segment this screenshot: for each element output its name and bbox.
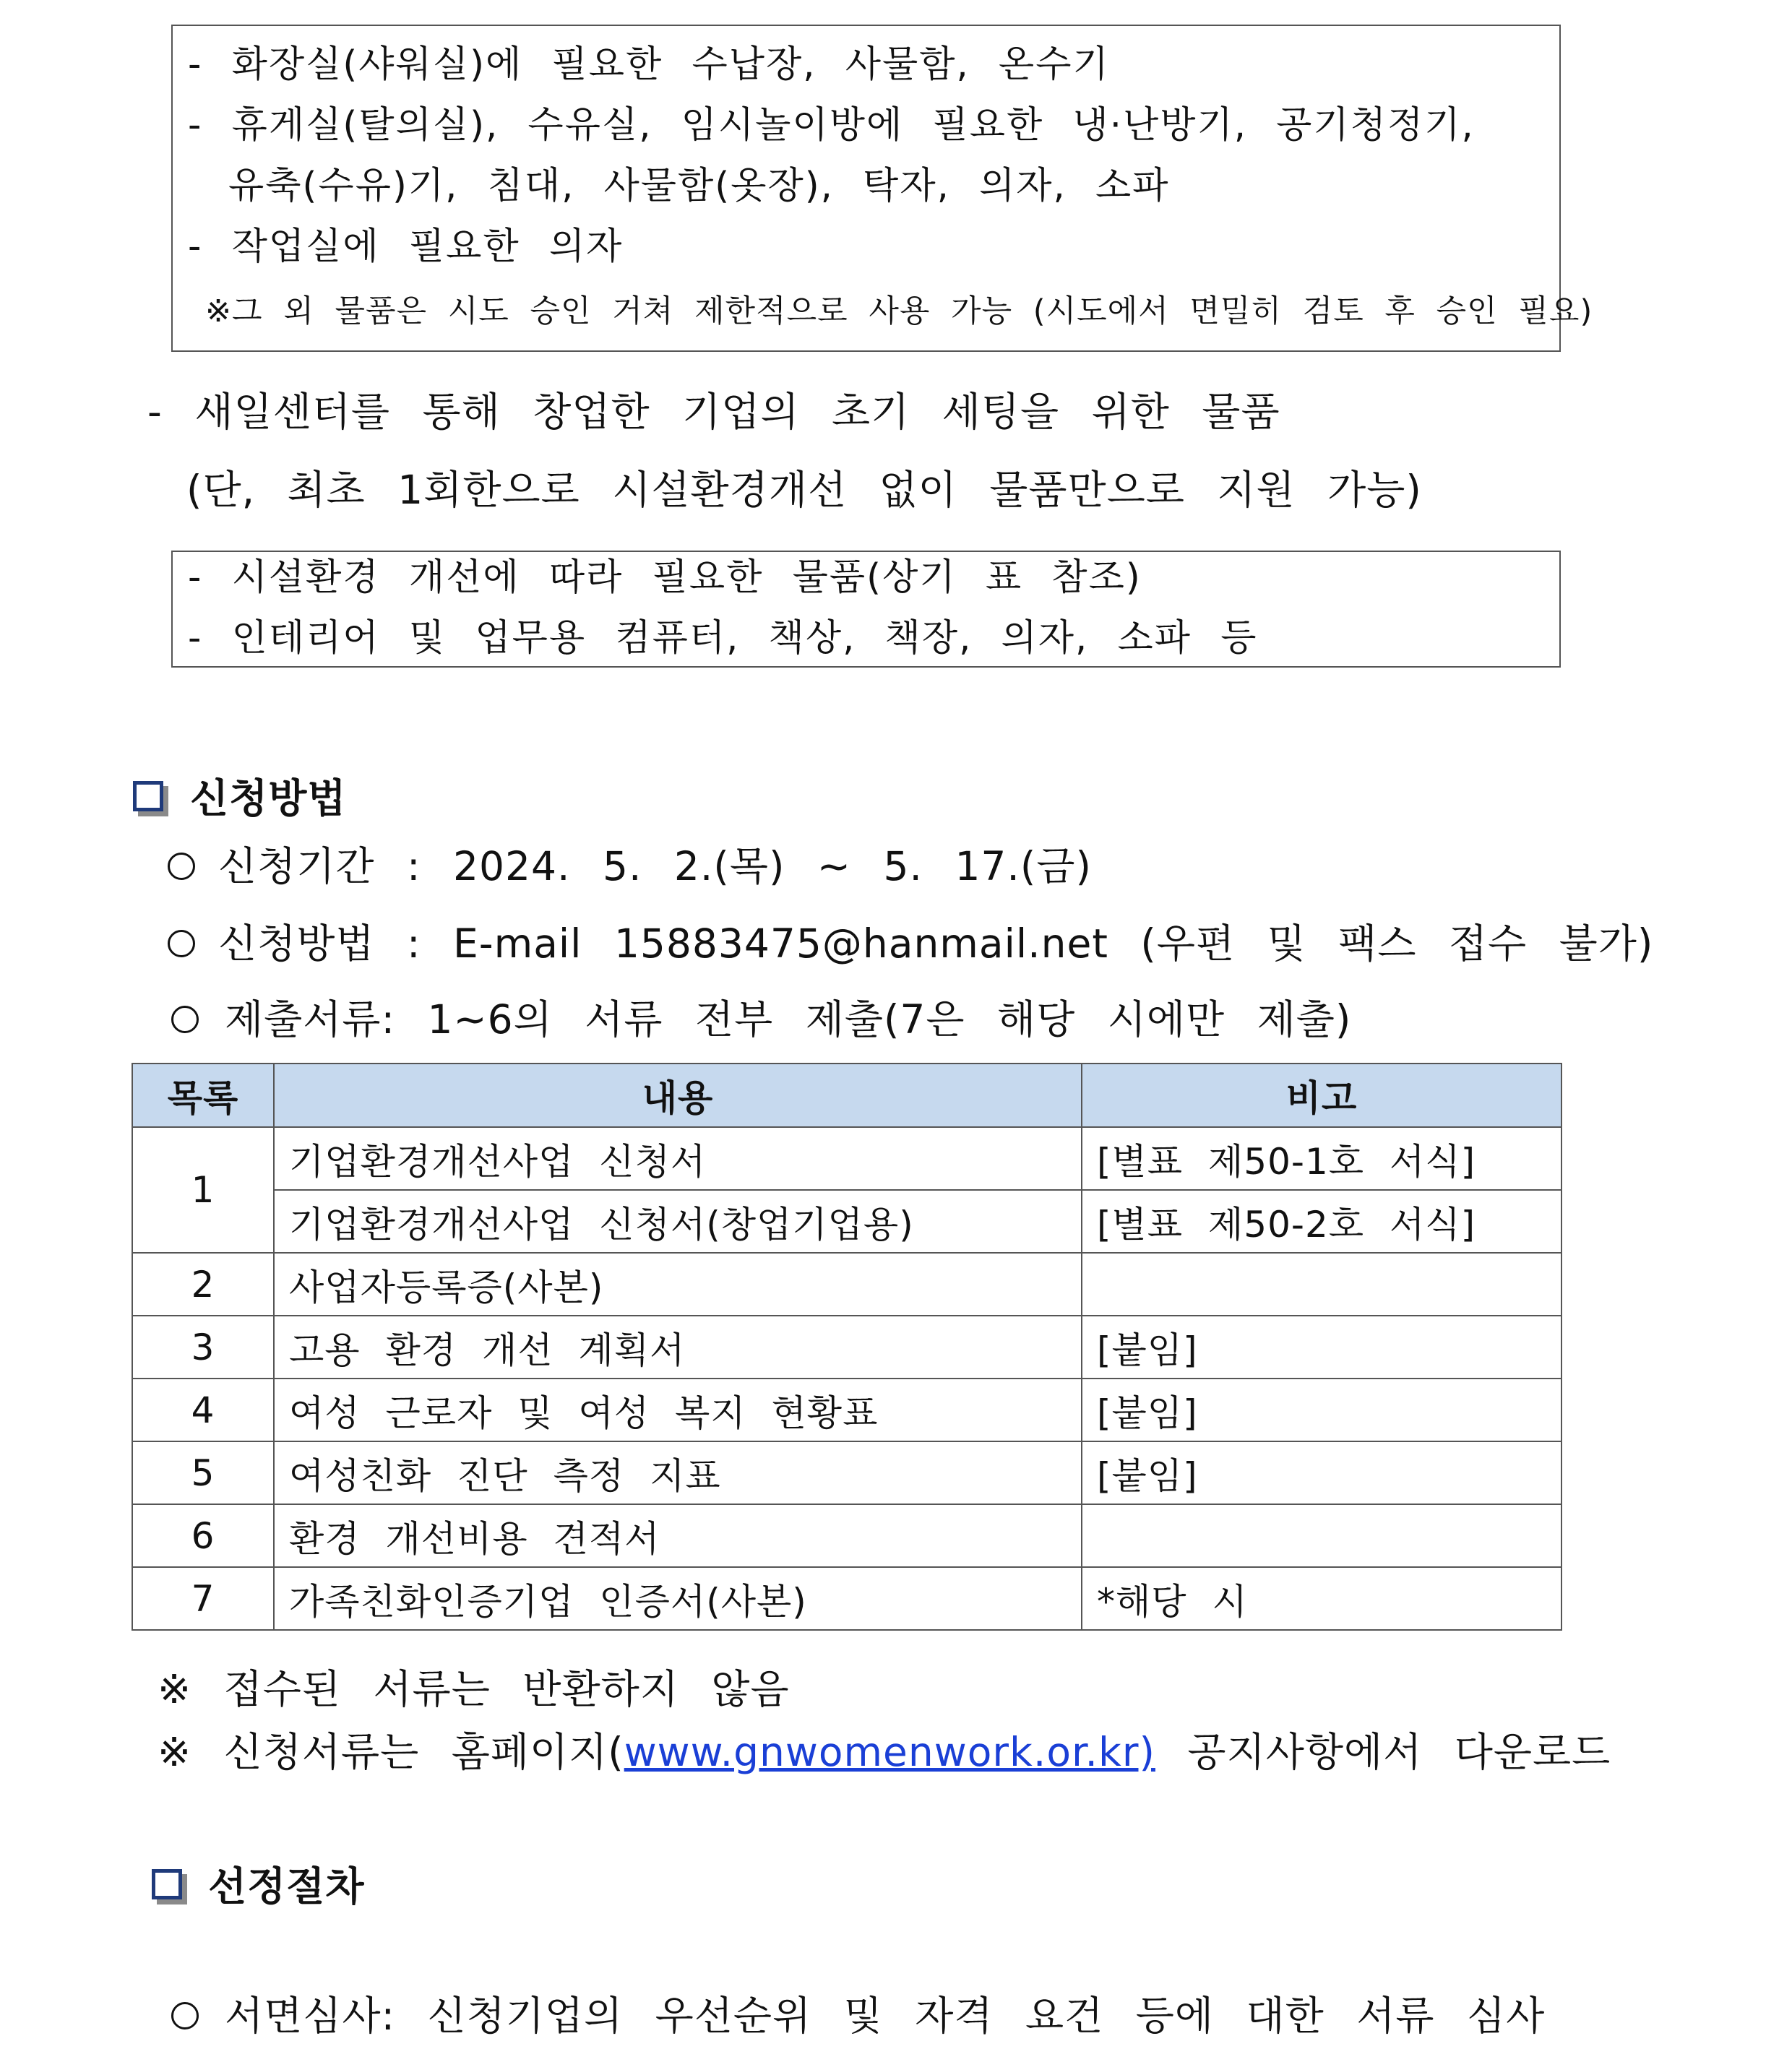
table-row [132, 1316, 1561, 1379]
row-note [1082, 1504, 1561, 1567]
bullet-circle-icon [168, 853, 195, 880]
row-note: [붙임] [1082, 1441, 1561, 1504]
application-method: 신청방법 : E-mail 15883475@hanmail.net (우편 및 팩스 접수 불가) [218, 920, 1654, 967]
table-row [132, 1379, 1561, 1441]
table-row [132, 1504, 1561, 1567]
bullet-circle-icon [171, 2002, 199, 2029]
section-title-selection-procedure: 선정절차 [208, 1863, 365, 1910]
table-row [132, 1127, 1561, 1190]
document-review: 서면심사: 신청기업의 우선순위 및 자격 요건 등에 대한 서류 심사 [225, 1993, 1546, 2039]
row-number: 3 [132, 1316, 274, 1379]
documents-table [132, 1063, 1562, 1631]
row-number: 6 [132, 1504, 274, 1567]
homepage-link[interactable]: www.gnwomenwork.or.kr) [624, 1729, 1155, 1775]
section-checkbox-icon [152, 1869, 182, 1899]
box1-line-1: - 화장실(샤워실)에 필요한 수납장, 사물함, 온수기 [188, 43, 1110, 86]
box1-line-4: - 작업실에 필요한 의자 [188, 225, 624, 268]
row-content: 고용 환경 개선 계획서 [274, 1316, 1082, 1379]
box2-line-2: - 인테리어 및 업무용 컴퓨터, 책상, 책장, 의자, 소파 등 [188, 617, 1258, 660]
application-period: 신청기간 : 2024. 5. 2.(목) ~ 5. 17.(금) [218, 843, 1092, 889]
table-header-row [132, 1064, 1561, 1127]
section-title-application-method: 신청방법 [190, 775, 347, 821]
startup-line-2: (단, 최초 1회한으로 시설환경개선 없이 물품만으로 지원 가능) [186, 467, 1422, 513]
section-checkbox-icon [133, 781, 163, 811]
row-note: [별표 제50-2호 서식] [1082, 1190, 1561, 1253]
table-row [132, 1441, 1561, 1504]
row-note: [붙임] [1082, 1379, 1561, 1441]
table-row [132, 1253, 1561, 1316]
row-note: [붙임] [1082, 1316, 1561, 1379]
row-number: 2 [132, 1253, 274, 1316]
header-list: 목록 [132, 1064, 274, 1127]
note-download [158, 1729, 1611, 1775]
header-content: 내용 [274, 1064, 1082, 1127]
row-number: 1 [132, 1127, 274, 1253]
note-download-suffix: 공지사항에서 다운로드 [1155, 1729, 1611, 1775]
box2-line-1: - 시설환경 개선에 따라 필요한 물품(상기 표 참조) [188, 556, 1142, 599]
row-note: *해당 시 [1082, 1567, 1561, 1630]
row-note: [별표 제50-1호 서식] [1082, 1127, 1561, 1190]
row-note [1082, 1253, 1561, 1316]
row-content: 여성친화 진단 측정 지표 [274, 1441, 1082, 1504]
bullet-circle-icon [168, 930, 195, 957]
bullet-circle-icon [171, 1006, 199, 1033]
row-number: 5 [132, 1441, 274, 1504]
row-content: 환경 개선비용 견적서 [274, 1504, 1082, 1567]
startup-line-1: - 새일센터를 통해 창업한 기업의 초기 세팅을 위한 물품 [147, 389, 1280, 435]
required-documents: 제출서류: 1~6의 서류 전부 제출(7은 해당 시에만 제출) [225, 996, 1352, 1043]
row-number: 4 [132, 1379, 274, 1441]
header-note: 비고 [1082, 1064, 1561, 1127]
table-row [132, 1567, 1561, 1630]
row-content: 사업자등록증(사본) [274, 1253, 1082, 1316]
row-number: 7 [132, 1567, 274, 1630]
note-download-prefix: ※ 신청서류는 홈페이지( [158, 1729, 624, 1775]
row-content: 기업환경개선사업 신청서(창업기업용) [274, 1190, 1082, 1253]
box1-note: ※그 외 물품은 시도 승인 거쳐 제한적으로 사용 가능 (시도에서 면밀히 검토 후 승인 필요) [205, 293, 1593, 329]
row-content: 가족친화인증기업 인증서(사본) [274, 1567, 1082, 1630]
note-not-returned: ※ 접수된 서류는 반환하지 않음 [158, 1666, 790, 1712]
row-content: 기업환경개선사업 신청서 [274, 1127, 1082, 1190]
box1-line-3: 유축(수유)기, 침대, 사물함(옷장), 탁자, 의자, 소파 [228, 165, 1170, 207]
table-row [132, 1190, 1561, 1253]
row-content: 여성 근로자 및 여성 복지 현황표 [274, 1379, 1082, 1441]
box1-line-2: - 휴게실(탈의실), 수유실, 임시놀이방에 필요한 냉·난방기, 공기청정기, [188, 104, 1475, 147]
